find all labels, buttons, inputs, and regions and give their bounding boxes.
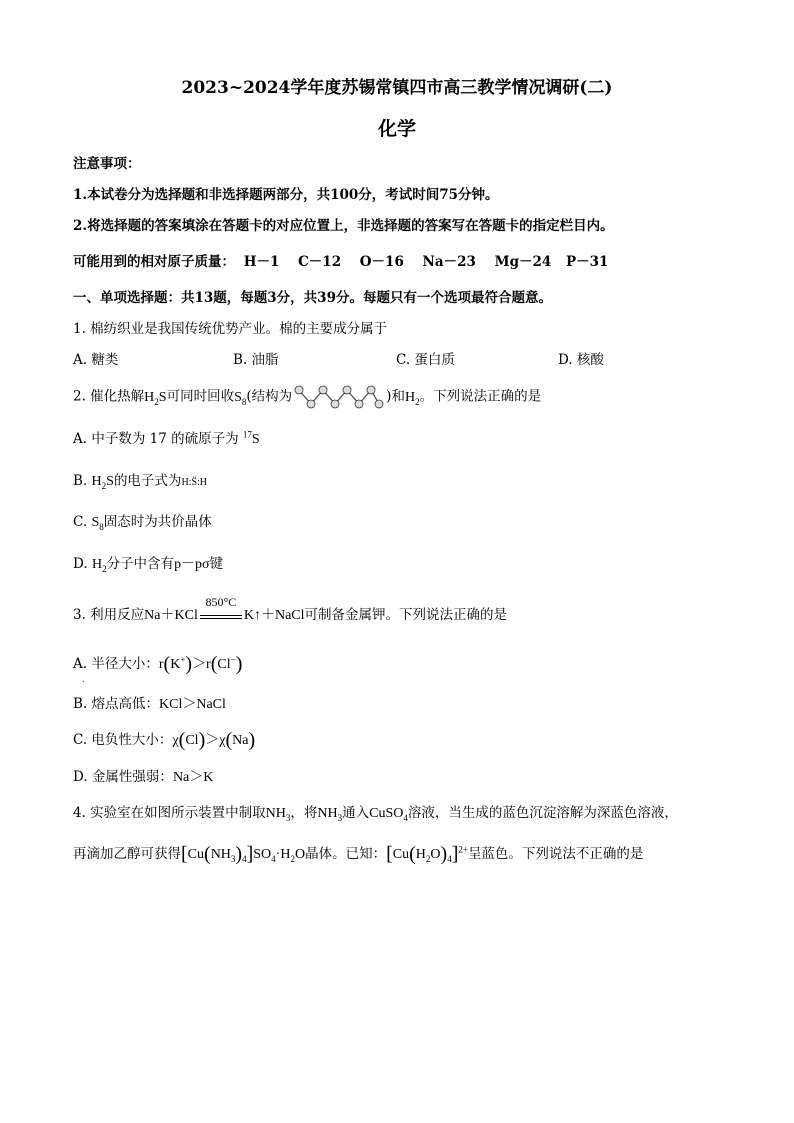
formula-aqua-complex: $[Cu(H_2O)_4]^{2+}$ <box>386 843 468 865</box>
subject-title: 化学 <box>377 118 416 140</box>
formula-nh3: $NH_3$ <box>265 806 291 823</box>
q4-text-6: 晶体。已知： <box>305 846 387 862</box>
formula-h2: $H_2$ <box>404 389 420 407</box>
atomic-mass-c: C－12 <box>298 254 342 270</box>
formula-s8-c: $S_8$ <box>91 515 104 532</box>
electronegativity-comparison: χ(Cl)＞χ(Na) <box>172 729 256 751</box>
formula-cuso4: CuSO$_4$ <box>369 806 408 823</box>
reaction-condition: 850°C <box>205 595 237 609</box>
question-1-option-b: B. 油脂 <box>233 352 279 368</box>
q2-text-2: 可同时回收 <box>166 388 235 405</box>
formula-p-p-sigma: p－pσ <box>174 557 210 572</box>
q4-text-2: ，将 <box>290 805 318 821</box>
atomic-mass-label: 可能用到的相对原子质量： <box>73 254 235 270</box>
formula-isotope-s17: $^{17}$S <box>242 429 260 447</box>
q3-option-d-text: D. 金属性强弱： <box>73 769 173 785</box>
question-3-option-a <box>73 652 242 676</box>
atomic-mass-o: O－16 <box>359 254 404 270</box>
melting-comparison: KCl＞NaCl <box>159 697 226 712</box>
formula-h2-d: $H_2$ <box>91 557 107 574</box>
atomic-masses <box>73 250 608 270</box>
q3-text-2: 可制备金属钾。下列说法正确的是 <box>304 607 508 623</box>
question-1-option-c: C. 蛋白质 <box>396 352 455 368</box>
question-1-option-a: A. 糖类 <box>73 352 119 368</box>
electron-dot-formula: H:S̈:H <box>181 477 207 488</box>
question-2-option-c <box>73 510 212 532</box>
q4-text-4: 溶液，当生成的蓝色沉淀溶解为深蓝色溶液， <box>407 805 678 821</box>
q3-option-b-text: B. 熔点高低： <box>73 696 160 712</box>
question-4-stem-line-2 <box>73 842 643 866</box>
s8-ring-structure-icon <box>294 384 384 410</box>
exam-title: 2023~2024学年度苏锡常镇四市高三教学情况调研(二) <box>181 78 613 98</box>
formula-h2s: $H_2S$ <box>144 389 167 407</box>
q4-text-5: 再滴加乙醇可获得 <box>73 846 181 862</box>
atomic-mass-p: P－31 <box>566 254 609 270</box>
question-3-option-c <box>73 728 255 752</box>
q2-option-b-label: B. <box>73 473 92 489</box>
q3-option-a-text: A. 半径大小： <box>73 656 159 672</box>
q2-option-d-text-2: 键 <box>209 556 224 572</box>
q2-text-3: (结构为 <box>246 388 293 405</box>
formula-complex-salt: $[Cu(NH_3)_4]SO_4\cdot H_2O$ <box>181 843 306 865</box>
q2-option-a-text: A. 中子数为 17 的硫原子为 <box>73 431 239 447</box>
question-1-stem: 1. 棉纺织业是我国传统优势产业。棉的主要成分属于 <box>73 321 388 337</box>
q2-option-c-label: C. <box>73 514 92 530</box>
formula-h2s-b: $H_2S$ <box>91 474 114 491</box>
q2-text-1: 2. 催化热解 <box>73 388 145 405</box>
question-1-option-d: D. 核酸 <box>558 352 604 368</box>
q4-text-3: 通入 <box>342 805 370 821</box>
question-4-stem-line-1 <box>73 801 678 823</box>
q2-option-d-text: 分子中含有 <box>106 556 175 572</box>
formula-s8: $S_8$ <box>234 389 247 407</box>
question-2-stem <box>73 384 541 410</box>
q2-option-c-text: 固态时为共价晶体 <box>103 514 212 530</box>
stray-dot: . <box>82 675 85 684</box>
atomic-mass-mg: Mg－24 <box>494 254 552 270</box>
question-3-option-d <box>73 765 213 786</box>
atomic-mass-na: Na－23 <box>422 254 476 270</box>
formula-nh3-2: $NH_3$ <box>317 806 343 823</box>
question-2-option-d <box>73 552 223 574</box>
section-heading: 一、单项选择题：共13题，每题3分，共39分。每题只有一个选项最符合题意。 <box>73 290 552 306</box>
q4-text-1: 4. 实验室在如图所示装置中制取 <box>73 805 266 821</box>
q2-option-d-label: D. <box>73 556 92 572</box>
reaction-products: K↑＋NaCl <box>243 608 305 623</box>
reaction-reactants: Na＋KCl <box>144 608 198 623</box>
question-2-option-b <box>73 469 207 491</box>
reaction-condition-arrow <box>198 595 244 623</box>
q4-text-7: 呈蓝色。下列说法不正确的是 <box>467 846 644 862</box>
note-item-2: 2.将选择题的答案填涂在答题卡的对应位置上，非选择题的答案写在答题卡的指定栏目内。 <box>73 218 614 234</box>
question-3-option-b <box>73 692 226 713</box>
atomic-mass-h: H－1 <box>243 254 280 270</box>
question-3-stem <box>73 595 508 624</box>
q2-text-5: 。下列说法正确的是 <box>419 388 542 405</box>
q2-option-b-text: 的电子式为 <box>113 473 182 489</box>
q3-option-c-text: C. 电负性大小： <box>73 732 173 748</box>
q2-text-4: )和 <box>386 388 405 405</box>
question-2-option-a <box>73 427 260 448</box>
metallic-comparison: Na＞K <box>172 770 214 785</box>
notes-heading: 注意事项： <box>73 156 141 172</box>
q3-text-1: 3. 利用反应 <box>73 607 145 623</box>
radius-comparison: r(K+)＞r(Cl−) <box>158 653 243 675</box>
note-item-1: 1.本试卷分为选择题和非选择题两部分，共100分，考试时间75分钟。 <box>73 187 499 203</box>
